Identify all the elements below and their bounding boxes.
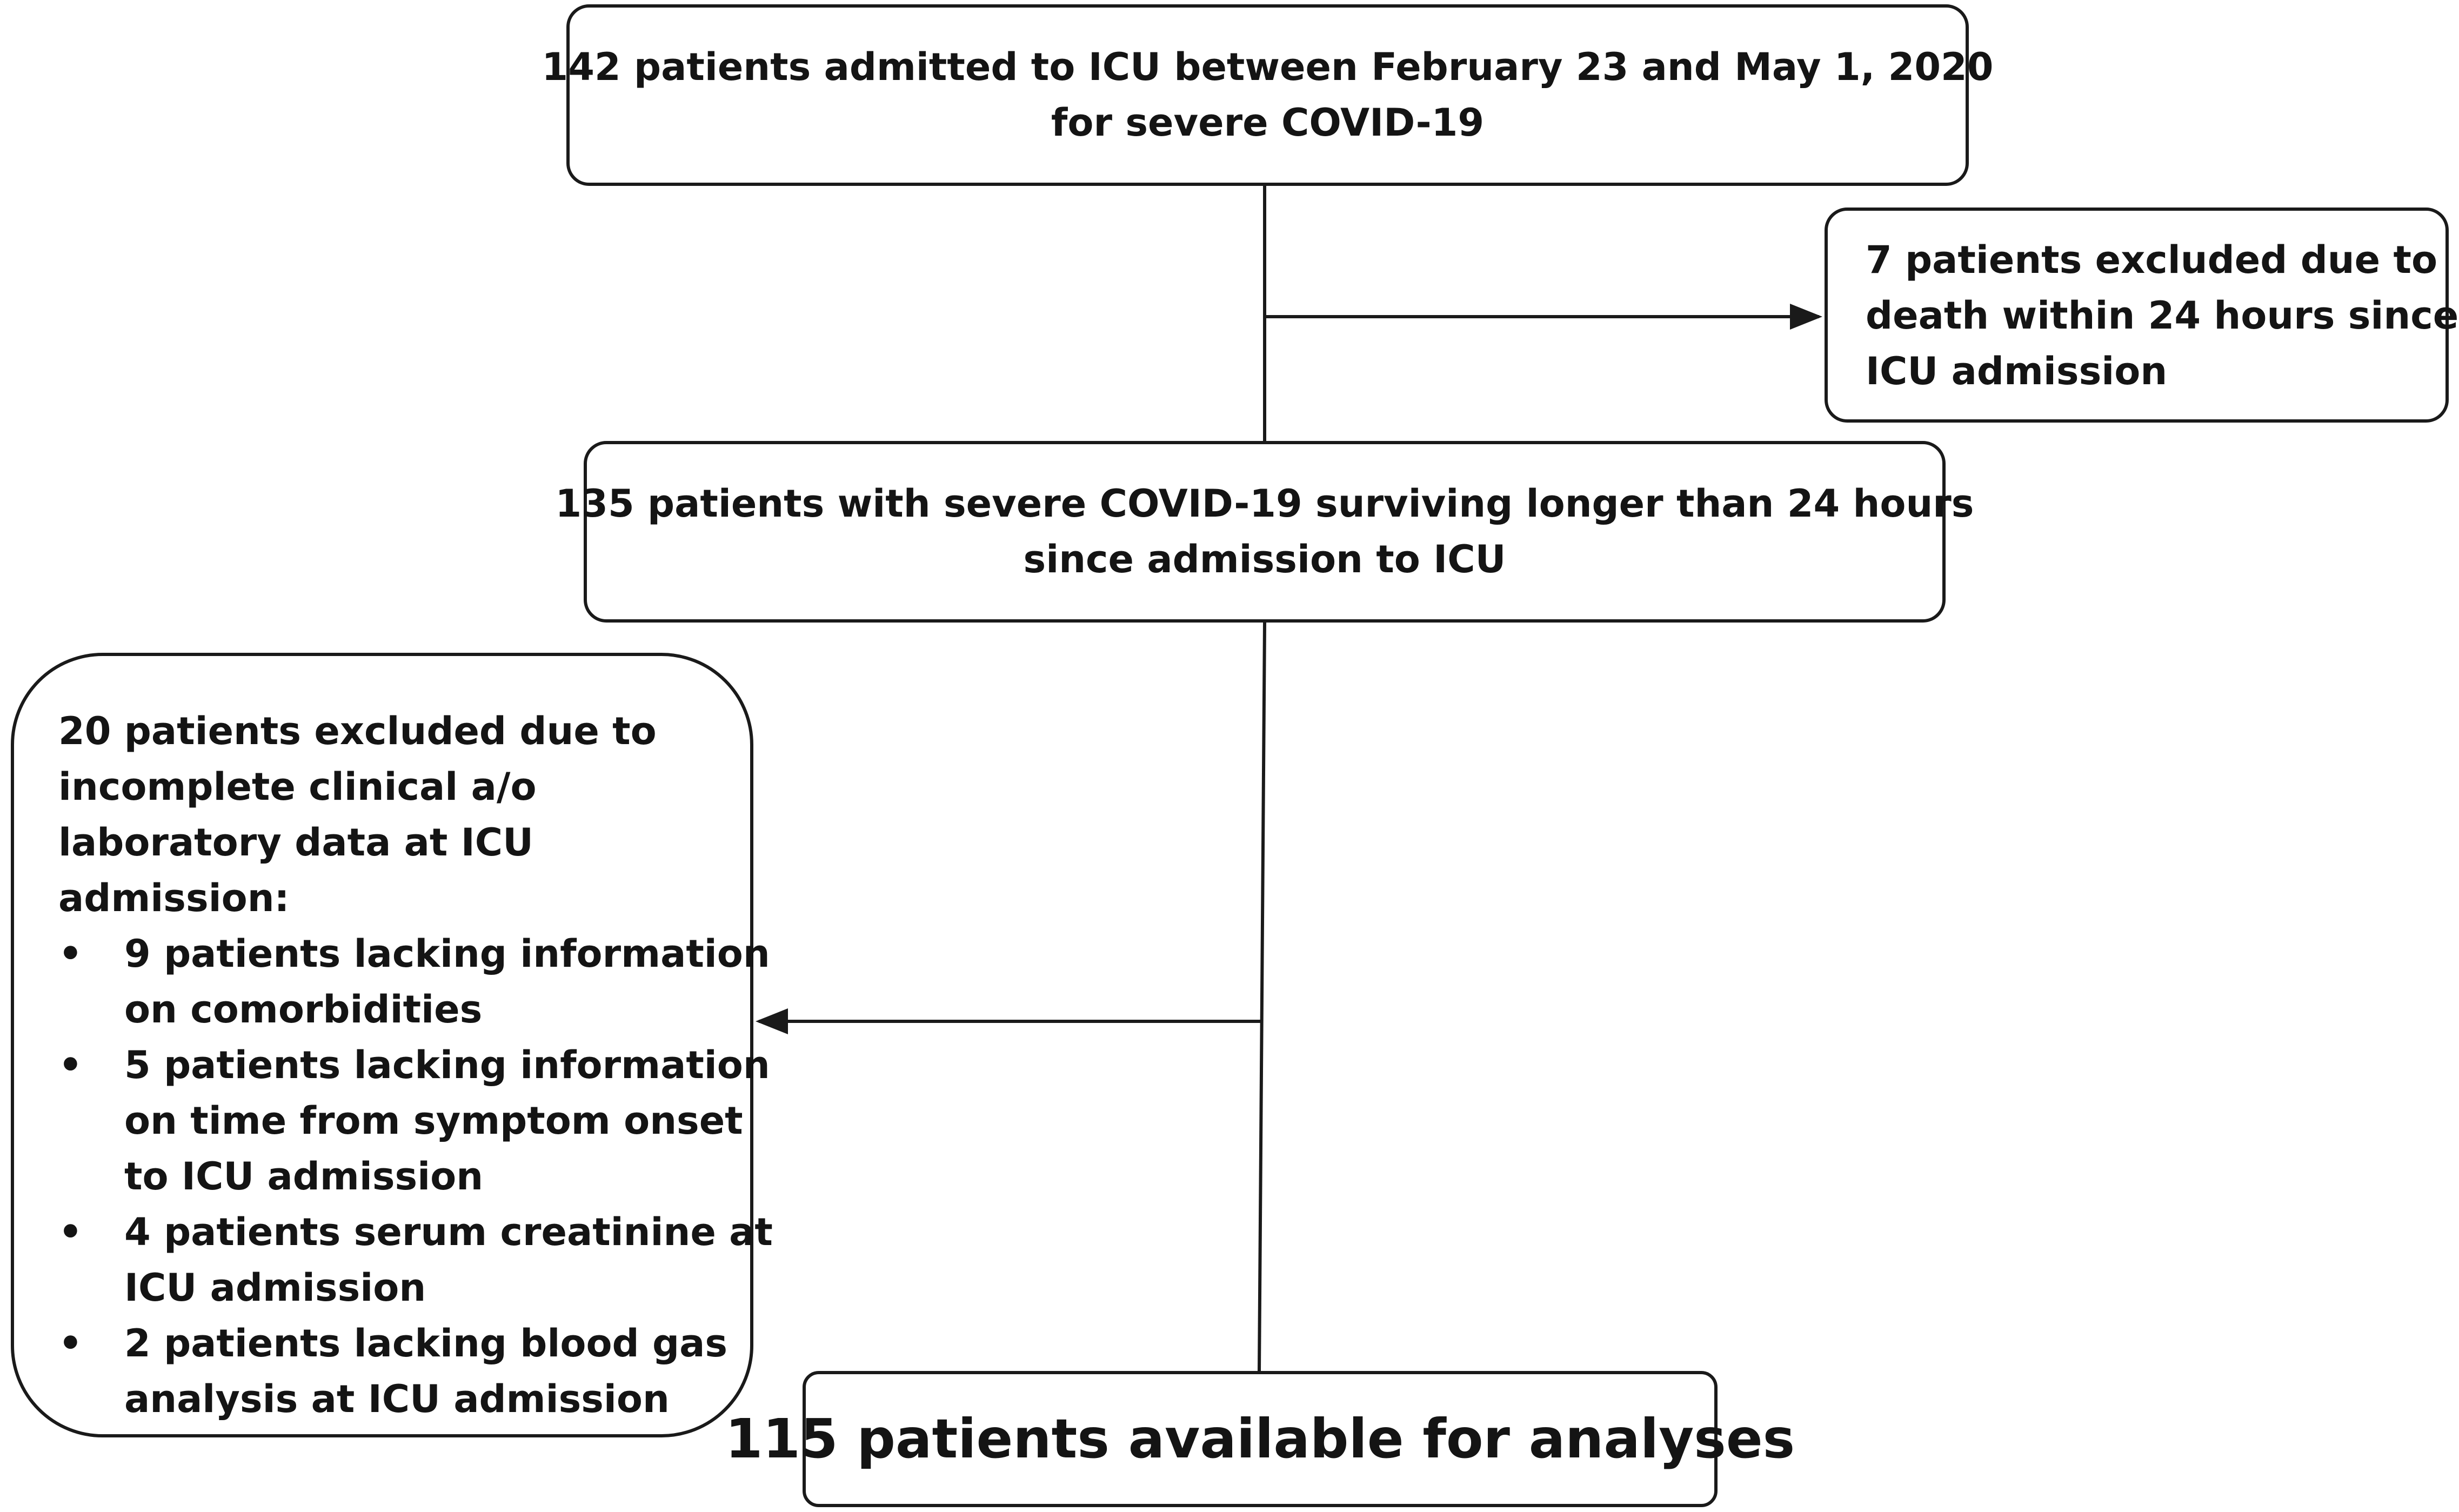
admitted-patients-box [542,4,1994,186]
connector-surviving-to-final [1259,623,1265,1371]
excluded-death-line-2: death within 24 hours since [1866,293,2459,338]
bullet-marker: • [58,932,83,976]
exclusion-reason-blood-gas [58,1316,729,1427]
admitted-line-2: for severe COVID-19 [1051,101,1485,145]
exclusion-reasons-list [58,926,773,1427]
surviving-patients-box [555,441,1974,623]
exclusion-reason-comorbidities [58,926,770,1038]
excluded-death-box [1825,208,2459,423]
reason-4-line-2: analysis at ICU admission [124,1377,670,1421]
reason-2-line-1: 5 patients lacking information [124,1043,770,1087]
surviving-line-2: since admission to ICU [1023,537,1506,581]
reason-2-line-2: on time from symptom onset [124,1099,743,1143]
reason-3-line-1: 4 patients serum creatinine at [124,1210,773,1254]
excluded-incomplete-intro-4: admission: [58,876,290,920]
excluded-death-line-3: ICU admission [1866,349,2168,393]
bullet-marker: • [58,1321,83,1366]
exclusion-reason-creatinine [58,1205,773,1316]
surviving-line-1: 135 patients with severe COVID-19 surviving longer than 24 hours [555,481,1974,526]
reason-1-line-1: 9 patients lacking information [124,932,770,976]
bullet-marker: • [58,1043,83,1087]
reason-2-line-3: to ICU admission [124,1154,484,1199]
bullet-marker: • [58,1210,83,1254]
excluded-incomplete-intro-2: incomplete clinical a/o [58,765,537,809]
final-analysis-box [725,1371,1795,1507]
reason-1-line-2: on comorbidities [124,987,483,1032]
excluded-incomplete-box [11,653,773,1437]
exclusion-reason-symptom-onset [58,1038,770,1205]
final-line-1: 115 patients available for analyses [725,1407,1795,1470]
excluded-incomplete-intro-3: laboratory data at ICU [58,820,533,865]
reason-4-line-1: 2 patients lacking blood gas [124,1321,728,1366]
admitted-line-1: 142 patients admitted to ICU between February 23 and May 1, 2020 [542,45,1994,89]
excluded-incomplete-intro-1: 20 patients excluded due to [58,709,657,753]
excluded-death-line-1: 7 patients excluded due to [1866,238,2438,282]
reason-3-line-2: ICU admission [124,1266,426,1310]
